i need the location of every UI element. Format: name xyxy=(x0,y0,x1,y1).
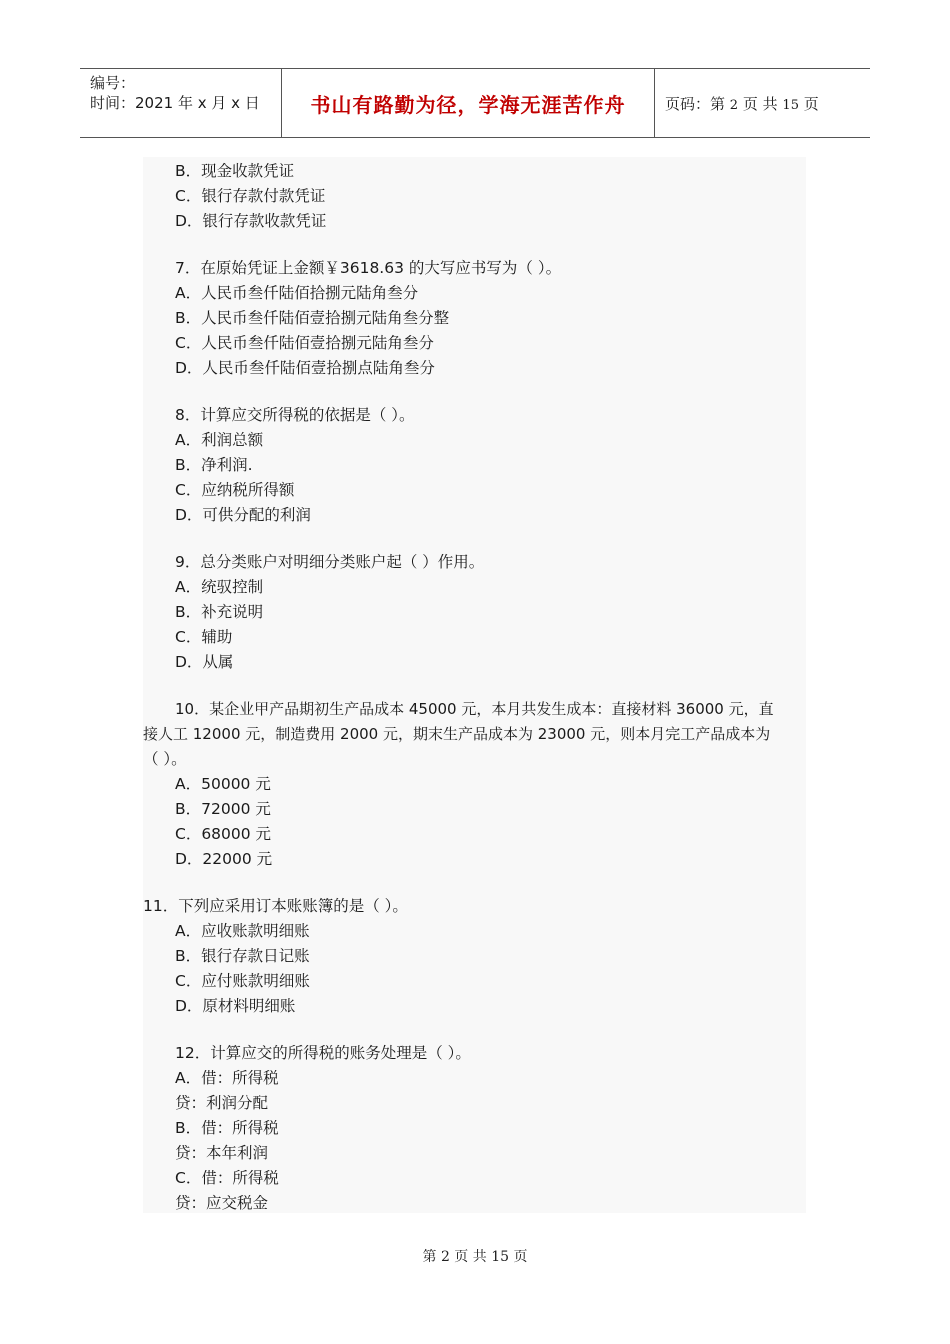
option-line: A．应收账款明细账 xyxy=(175,922,310,940)
header-motto-cell xyxy=(282,69,655,137)
page-label-prefix: 页码：第 xyxy=(665,94,726,113)
question-line: 11．下列应采用订本账账簿的是（ ）。 xyxy=(143,897,408,915)
option-line: B．借：所得税 xyxy=(175,1119,279,1137)
question-line: 7．在原始凭证上金额￥3618.63 的大写应书写为（ ）。 xyxy=(175,259,562,277)
option-line: C．借：所得税 xyxy=(175,1169,279,1187)
option-line: B．72000 元 xyxy=(175,800,271,818)
page-header xyxy=(80,68,870,138)
question-line: （ ）。 xyxy=(143,750,187,768)
question-line: 12．计算应交的所得税的账务处理是（ ）。 xyxy=(175,1044,471,1062)
option-line: C．银行存款付款凭证 xyxy=(175,187,326,205)
page-label-suffix: 页 xyxy=(803,94,819,113)
option-line: D．从属 xyxy=(175,653,234,671)
page-label-mid: 页 共 xyxy=(742,94,778,113)
option-line: A．借：所得税 xyxy=(175,1069,279,1087)
question-line: 8．计算应交所得税的依据是（ ）。 xyxy=(175,406,415,424)
option-line: B．人民币叁仟陆佰壹拾捌元陆角叁分整 xyxy=(175,309,450,327)
option-line: 贷：本年利润 xyxy=(175,1144,269,1162)
motto-text: 书山有路勤为径，学海无涯苦作舟 xyxy=(310,92,626,117)
header-page-cell xyxy=(655,69,870,137)
option-line: A．人民币叁仟陆佰拾捌元陆角叁分 xyxy=(175,284,419,302)
question-line: 10．某企业甲产品期初生产品成本 45000 元，本月共发生成本：直接材料 36000 元，直 xyxy=(175,700,774,718)
page-current: 2 xyxy=(729,97,739,113)
option-line: C．应纳税所得额 xyxy=(175,481,295,499)
option-line: C．应付账款明细账 xyxy=(175,972,310,990)
page-total: 15 xyxy=(782,97,799,113)
question-line: 接人工 12000 元，制造费用 2000 元，期末生产品成本为 23000 元，则本月完工产品成本为 xyxy=(143,725,771,743)
option-line: B．净利润. xyxy=(175,456,253,474)
option-line: D．原材料明细账 xyxy=(175,997,296,1015)
header-meta-cell xyxy=(80,69,282,137)
document-date-label: 时间：2021 年 x 月 x 日 xyxy=(90,94,260,112)
question-content xyxy=(143,157,806,1213)
option-line: D．可供分配的利润 xyxy=(175,506,311,524)
option-line: B．银行存款日记账 xyxy=(175,947,310,965)
question-line: 9．总分类账户对明细分类账户起（ ）作用。 xyxy=(175,553,485,571)
option-line: A．利润总额 xyxy=(175,431,264,449)
option-line: 贷：应交税金 xyxy=(175,1194,269,1212)
option-line: A．统驭控制 xyxy=(175,578,264,596)
option-line: C．人民币叁仟陆佰壹拾捌元陆角叁分 xyxy=(175,334,434,352)
option-line: D．人民币叁仟陆佰壹拾捌点陆角叁分 xyxy=(175,359,435,377)
header-page-info xyxy=(665,93,819,114)
option-line: B．现金收款凭证 xyxy=(175,162,295,180)
option-line: C．68000 元 xyxy=(175,825,272,843)
option-line: D．银行存款收款凭证 xyxy=(175,212,327,230)
option-line: C．辅助 xyxy=(175,628,233,646)
option-line: B．补充说明 xyxy=(175,603,264,621)
option-line: D．22000 元 xyxy=(175,850,273,868)
option-line: A．50000 元 xyxy=(175,775,271,793)
page-footer: 第 2 页 共 15 页 xyxy=(422,1249,528,1265)
option-line: 贷：利润分配 xyxy=(175,1094,269,1112)
document-number-label: 编号： xyxy=(90,74,136,92)
